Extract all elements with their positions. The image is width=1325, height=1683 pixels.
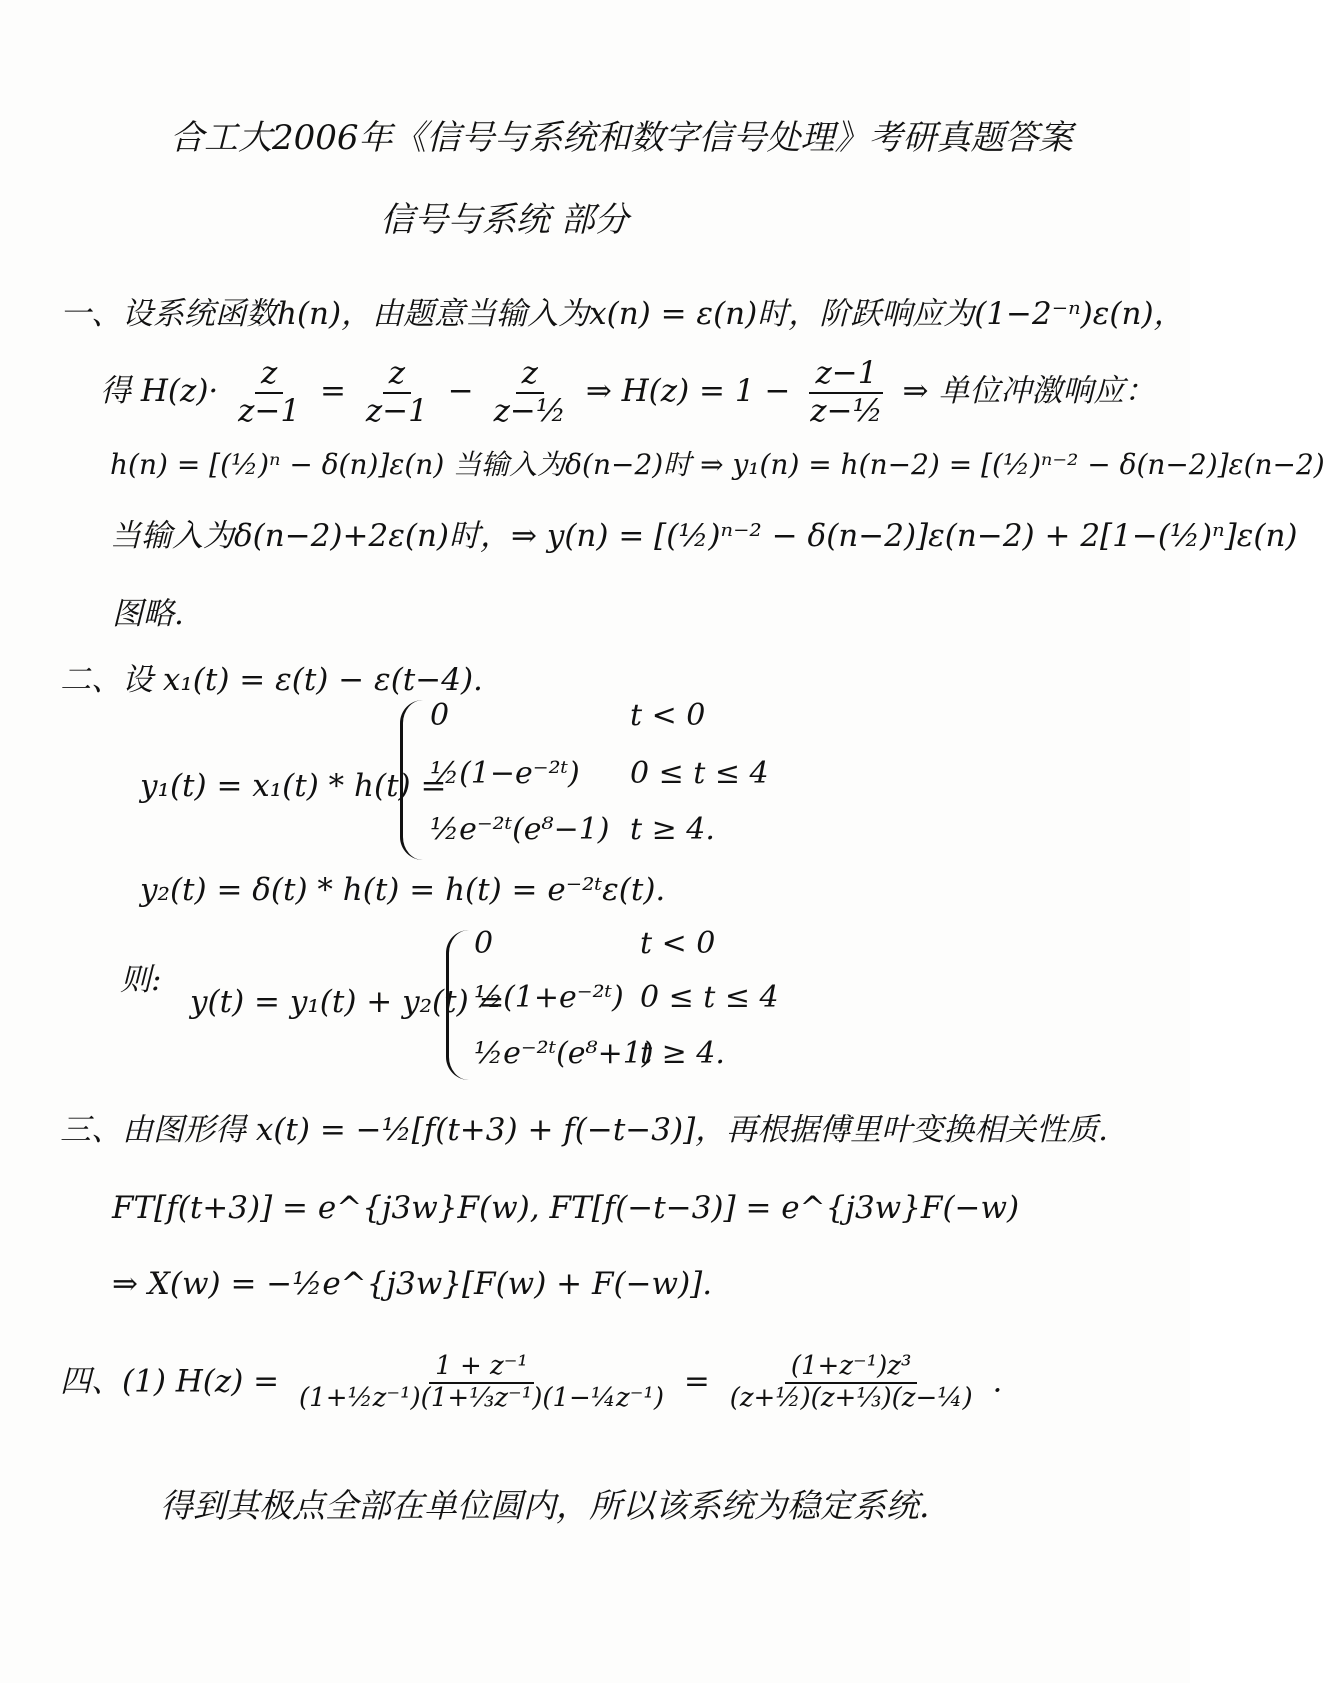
y-label: y(t) = y₁(t) + y₂(t) = (190, 984, 505, 1020)
q3-line-2: FT[f(t+3)] = e^{j3w}F(w), FT[f(−t−3)] = e^{j3w}F(−w) (112, 1190, 1020, 1226)
case-brace (400, 700, 423, 860)
fraction: $\frac{z}{\text{z−½}}$ (493, 355, 566, 429)
q1-line-4: 当输入为δ(n−2)+2ε(n)时，⇒ y(n) = [(½)ⁿ⁻² − δ(n−2)]ε(n−2) + 2[1−(½)ⁿ]ε(n) (110, 518, 1298, 554)
fraction: $\frac{z}{z-1}$ (238, 355, 301, 429)
section-subtitle: 信号与系统 部分 (380, 200, 629, 240)
y-case-cond: 0 ≤ t ≤ 4 (640, 980, 779, 1015)
y1-case-expr: ½e⁻²ᵗ(e⁸−1) (430, 812, 610, 847)
then-label: 则: (120, 962, 162, 998)
y-case-expr: 0 (474, 926, 494, 961)
y-case-expr: ½e⁻²ᵗ(e⁸+1) (474, 1036, 654, 1071)
q4-line-1: 四、(1) H(z) = $\frac{\text{1 + z⁻¹}}{\text{(1+½z⁻¹)(1+⅓z⁻¹)(1−¼z⁻¹)}}$ = $\frac{\text{(1+z⁻¹)z³}}{\text{(z+½)(z+⅓)(z−¼)}}$ . (60, 1351, 1003, 1413)
q1-line-1: 一、设系统函数h(n)，由题意当输入为x(n) = ε(n)时，阶跃响应为(1−2⁻ⁿ)ε(n)， (60, 296, 1185, 332)
y1-label: y₁(t) = x₁(t) * h(t) = (140, 768, 447, 804)
y-case-cond: t < 0 (640, 926, 716, 961)
q3-line-1: 三、由图形得 x(t) = −½[f(t+3) + f(−t−3)]，再根据傅里叶变换相关性质. (60, 1112, 1109, 1148)
fraction: $\frac{z-1}{\text{z−½}}$ (810, 355, 883, 429)
fraction: $\frac{\text{1 + z⁻¹}}{\text{(1+½z⁻¹)(1+⅓z⁻¹)(1−¼z⁻¹)}}$ (299, 1351, 664, 1413)
case-brace (446, 930, 469, 1080)
q4-line-2: 得到其极点全部在单位圆内，所以该系统为稳定系统. (160, 1486, 930, 1525)
q1-line-2: 得 H(z)· $\frac{z}{z-1}$ = $\frac{z}{z-1}$ − $\frac{z}{\text{z−½}}$ ⇒ H(z) = 1 − $\frac{z-1}{\text{z−½}}$ ⇒ 单位冲激响应： (100, 355, 1156, 429)
y1-case-cond: t ≥ 4. (630, 812, 715, 847)
y2-line: y₂(t) = δ(t) * h(t) = h(t) = e⁻²ᵗε(t). (140, 872, 666, 908)
q1-line-5: 图略. (112, 596, 184, 632)
q2-line-1: 二、设 x₁(t) = ε(t) − ε(t−4). (60, 662, 483, 698)
fraction: $\frac{z}{z-1}$ (365, 355, 428, 429)
y1-case-cond: 0 ≤ t ≤ 4 (630, 756, 769, 791)
q1-line-3: h(n) = [(½)ⁿ − δ(n)]ε(n) 当输入为δ(n−2)时 ⇒ y₁(n) = h(n−2) = [(½)ⁿ⁻² − δ(n−2)]ε(n−2) (110, 448, 1325, 481)
y1-case-expr: 0 (430, 698, 450, 733)
q3-line-3: ⇒ X(w) = −½e^{j3w}[F(w) + F(−w)]. (112, 1266, 713, 1302)
y-case-cond: t ≥ 4. (640, 1036, 725, 1071)
y-case-expr: ½(1+e⁻²ᵗ) (474, 980, 624, 1015)
page-title: 合工大2006年《信号与系统和数字信号处理》考研真题答案 (170, 118, 1073, 158)
fraction: $\frac{\text{(1+z⁻¹)z³}}{\text{(z+½)(z+⅓)(z−¼)}}$ (729, 1351, 973, 1413)
y1-case-cond: t < 0 (630, 698, 706, 733)
y1-case-expr: ½(1−e⁻²ᵗ) (430, 756, 580, 791)
